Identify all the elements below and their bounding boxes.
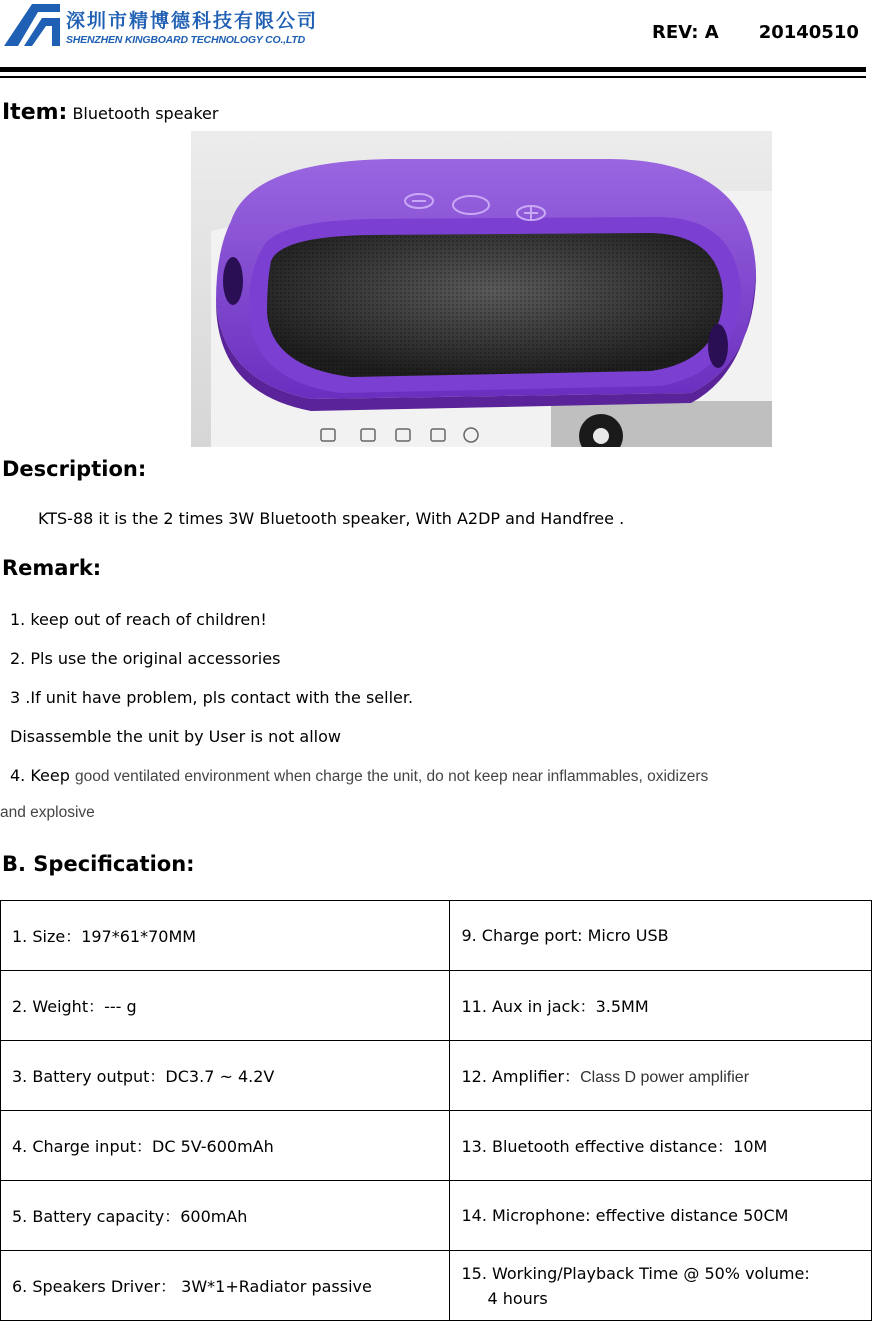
document-header [0,0,872,80]
spec-cell-size: 1. Size：197*61*70MM [1,901,450,971]
spec-amplifier-label: 12. Amplifier： [461,1067,581,1086]
table-row [1,1251,872,1321]
table-row [1,971,872,1041]
spec-cell-battery-output: 3. Battery output：DC3.7 ~ 4.2V [1,1041,450,1111]
spec-cell-amplifier [450,1041,872,1111]
header-divider-thick [0,67,866,72]
kingboard-logo-icon [2,2,62,48]
header-divider-thin [0,76,866,78]
remark-item-4-text: good ventilated environment when charge the unit, do not keep near inflammables, oxidizers [74,768,709,785]
revision-info [652,22,859,43]
remark-heading: Remark: [2,556,102,580]
table-row [1,1041,872,1111]
remark-item-3-note: Disassemble the unit by User is not allow [10,727,341,746]
table-row [1,1181,872,1251]
table-row [1,1111,872,1181]
remark-item-1: 1. keep out of reach of children! [10,610,267,629]
specification-table [0,900,872,1321]
specification-heading: B. Specification: [2,852,195,876]
spec-cell-aux-jack: 11. Aux in jack：3.5MM [450,971,872,1041]
remark-item-4-prefix: 4. Keep [10,766,70,785]
spec-cell-battery-capacity: 5. Battery capacity：600mAh [1,1181,450,1251]
remark-item-3: 3 .If unit have problem, pls contact with the seller. [10,688,414,707]
company-name-english: SHENZHEN KINGBOARD TECHNOLOGY CO.,LTD [66,34,305,46]
spec-cell-charge-input: 4. Charge input：DC 5V-600mAh [1,1111,450,1181]
remark-item-4-continuation: and explosive [0,804,95,821]
spec-cell-playback-time [450,1251,872,1321]
spec-cell-bluetooth-distance: 13. Bluetooth effective distance：10M [450,1111,872,1181]
spec-playback-line1: 15. Working/Playback Time @ 50% volume: [461,1263,810,1283]
remark-item-2: 2. Pls use the original accessories [10,649,281,668]
remark-item-4 [10,766,708,786]
revision-label: REV: A [652,22,719,43]
spec-amplifier-value: Class D power amplifier [580,1069,750,1086]
item-value: Bluetooth speaker [72,104,219,123]
spec-cell-charge-port: 9. Charge port: Micro USB [450,901,872,971]
company-name-chinese: 深圳市精博德科技有限公司 [66,10,319,32]
spec-cell-microphone: 14. Microphone: effective distance 50CM [450,1181,872,1251]
item-line [2,100,218,125]
spec-cell-weight: 2. Weight：--- g [1,971,450,1041]
table-row [1,901,872,971]
purple-bluetooth-speaker-photo [191,131,772,447]
spec-playback-line2: 4 hours [487,1288,548,1308]
revision-date: 20140510 [758,22,859,43]
item-label: Item: [2,100,68,125]
description-text: KTS-88 it is the 2 times 3W Bluetooth speaker, With A2DP and Handfree . [38,509,625,528]
description-heading: Description: [2,457,147,481]
spec-cell-speakers-driver: 6. Speakers Driver： 3W*1+Radiator passive [1,1251,450,1321]
